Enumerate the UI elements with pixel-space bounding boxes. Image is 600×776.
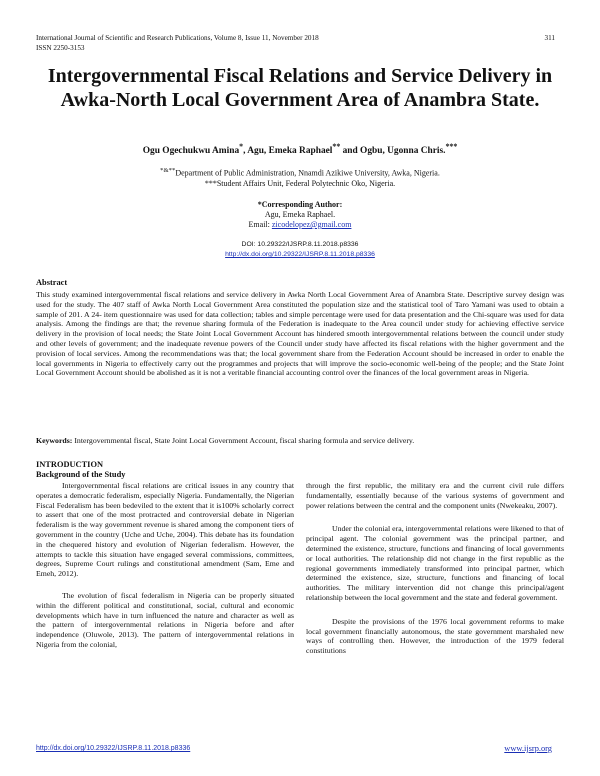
affiliation-text: Department of Public Administration, Nnamdi Azikiwe University, Awka, Nigeria.	[175, 168, 440, 178]
paragraph: Under the colonial era, intergovernmental relations were likened to that of principal agent. The colonial government was the principal partner, and determined the existence, structure, functions and financing of local governments or local authorities. The relationship did not change in the first republic as the regional governments immediately transformed into principal partner, which determined the existence, size, structure, functions and financing of local authorities. The military intervention did not change this principal/agent relationship between the local government and the state and federal government.	[306, 524, 564, 602]
doi-link[interactable]: http://dx.doi.org/10.29322/IJSRP.8.11.2018.p8336	[225, 251, 375, 258]
corresponding-email-line	[36, 220, 564, 230]
paragraph: Intergovernmental fiscal relations are critical issues in any country that operates a democratic federalism, especially Nigeria. Fundamentally, the Nigerian Fiscal Federalism has been bedeviled to the extent that it is100% scholarly correct to assert that one of the most protracted and controversial debate in Nigerian federalism is the way government revenue is shared among the component tiers of government in the country (Uche and Uche, 2004). This debate has its foundation in the chequered history and evolution of Nigerian federalism. However, the attempts to tackle this situation have engaged several commissions, committees, degrees, Supreme Court rulings and constitutional amendment (Sam, Eme and Emeh, 2012).	[36, 481, 294, 579]
page-number: 311	[544, 34, 555, 42]
email-label: Email:	[248, 220, 272, 229]
paragraph: Despite the provisions of the 1976 local government reforms to make local government financially autonomous, the state government marshaled new ways of controlling then. However, the introduction of the 1979 federal constitutions	[306, 616, 564, 656]
corresponding-label: *Corresponding Author:	[257, 200, 343, 209]
section-heading: INTRODUCTION	[36, 460, 104, 469]
author-list	[36, 142, 564, 156]
affiliation-mark: *&**	[160, 167, 176, 174]
paragraph: The evolution of fiscal federalism in Nigeria can be properly situated within the different political and constitutional, social, cultural and economic developments which have in turn influenced the nature and character as well as the pattern of intergovernmental relations in Nigeria before and after independence (Oluwole, 2013). The pattern of intergovernmental relations in Nigeria from the colonial,	[36, 590, 294, 649]
left-column	[36, 481, 294, 660]
subsection-heading: Background of the Study	[36, 470, 126, 479]
keywords-label: Keywords:	[36, 436, 73, 445]
author-name: Ogbu, Ugonna Chris.	[360, 146, 446, 157]
keywords	[36, 436, 564, 445]
author-separator: ,	[243, 146, 248, 157]
affiliation-line	[36, 166, 564, 179]
doi-block	[36, 240, 564, 260]
abstract-heading: Abstract	[36, 278, 68, 287]
journal-line: International Journal of Scientific and Research Publications, Volume 8, Issue 11, November 2018	[36, 34, 319, 42]
author-name: Agu, Emeka Raphael	[247, 146, 333, 157]
paragraph: through the first republic, the military era and the current civil rule differs fundamentally, essentially because of the various systems of government and power relations between the central and the component units (Nwekeaku, 2007).	[306, 481, 564, 510]
author-mark: ***	[445, 142, 458, 151]
journal-header	[36, 34, 319, 53]
keywords-text: Intergovernmental fiscal, State Joint Local Government Account, fiscal sharing formula and service delivery.	[72, 436, 415, 445]
right-column	[306, 481, 564, 666]
footer-doi-link[interactable]: http://dx.doi.org/10.29322/IJSRP.8.11.2018.p8336	[36, 745, 191, 752]
affiliation-line: ***Student Affairs Unit, Federal Polytechnic Oko, Nigeria.	[204, 178, 396, 188]
author-mark: **	[332, 142, 341, 151]
corresponding-author	[36, 200, 564, 230]
author-mark: *	[239, 142, 244, 151]
issn: ISSN 2250-3153	[36, 43, 85, 52]
email-link[interactable]: zicodelopez@gmail.com	[271, 220, 352, 229]
footer-site-link[interactable]: www.ijsrp.org	[504, 744, 552, 753]
abstract-text: This study examined intergovernmental fiscal relations and service delivery in Awka North Local Government Area of Anambra State. Descriptive survey design was used for the study. The 407 staff of Awka North Local Government Area constituted the population size and the statistical tool of Taro Yamani was used to obtain a sample of 201. A 24- item questionnaire was used for data collection; tables and simple percentage were used for data presentation and the Chi-square was used for data analysis. Among the findings are that; the revenue sharing formula of the Federation is inadequate to the Area council under study for achieving effective service delivery in the provision of local needs; the State Joint Local Government Account has hindered smooth intergovernmental relations between the council under study and other levels of government; and the inadequate revenue powers of the Council under study have affected its fiscal relations with the higher government and the provision of local services. Among the recommendations was that; the local government share from the Federation Account should be increased in order to enable the local governments in Nigeria to effectively carry out the programmes and projects that will improve the socio-economic well-being of the people; and the State Joint Local Government Account should be abolished as it is not a veritable financial accounting control over the finances of the local government areas in Nigeria.	[36, 290, 564, 378]
corresponding-name: Agu, Emeka Raphael.	[264, 210, 336, 219]
author-separator: and	[340, 146, 361, 157]
paper-title: Intergovernmental Fiscal Relations and Service Delivery in Awka-North Local Government Area of Anambra State.	[47, 65, 553, 111]
author-name: Ogu Ogechukwu Amina	[142, 146, 240, 157]
doi-text: DOI: 10.29322/IJSRP.8.11.2018.p8336	[241, 241, 359, 248]
affiliations	[36, 166, 564, 189]
